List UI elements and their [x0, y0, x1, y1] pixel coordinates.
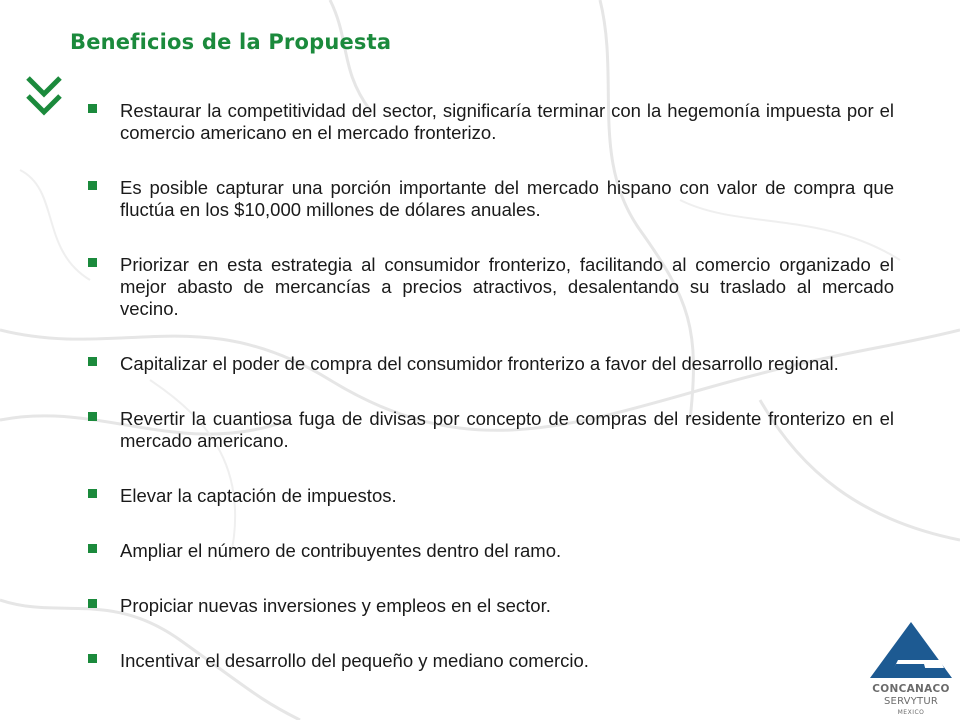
- list-item: [86, 540, 894, 562]
- logo-line-3: MEXICO: [897, 709, 925, 716]
- triangle-logo-icon: [868, 620, 954, 682]
- list-item: [86, 100, 894, 144]
- bullet-text: Revertir la cuantiosa fuga de divisas por concepto de compras del residente fronterizo en el mercado americano.: [120, 408, 894, 451]
- bullet-text: Es posible capturar una porción importante del mercado hispano con valor de compra que fluctúa en los $10,000 millones de dólares anuales.: [120, 177, 894, 220]
- double-chevron-down-icon: [24, 74, 64, 118]
- bullet-text: Propiciar nuevas inversiones y empleos en el sector.: [120, 595, 551, 616]
- bullet-text: Elevar la captación de impuestos.: [120, 485, 397, 506]
- concanaco-logo: [868, 620, 954, 718]
- list-item: [86, 595, 894, 617]
- bullet-text: Incentivar el desarrollo del pequeño y mediano comercio.: [120, 650, 589, 671]
- list-item: [86, 408, 894, 452]
- square-bullet-icon: [88, 599, 97, 608]
- list-item: [86, 650, 894, 672]
- square-bullet-icon: [88, 489, 97, 498]
- list-item: [86, 254, 894, 320]
- bullet-text: Capitalizar el poder de compra del consumidor fronterizo a favor del desarrollo regional.: [120, 353, 839, 374]
- list-item: [86, 485, 894, 507]
- square-bullet-icon: [88, 654, 97, 663]
- square-bullet-icon: [88, 181, 97, 190]
- slide-title: Beneficios de la Propuesta: [70, 30, 392, 54]
- square-bullet-icon: [88, 258, 97, 267]
- bullet-text: Ampliar el número de contribuyentes dentro del ramo.: [120, 540, 562, 561]
- bullet-text: Priorizar en esta estrategia al consumidor fronterizo, facilitando al comercio organizado el mejor abasto de mercancías a precios atractivos, desalentando su traslado al mercado vecino.: [120, 254, 894, 319]
- logo-line-2: SERVYTUR: [884, 696, 938, 707]
- square-bullet-icon: [88, 544, 97, 553]
- benefits-list: [86, 100, 894, 705]
- square-bullet-icon: [88, 412, 97, 421]
- list-item: [86, 353, 894, 375]
- list-item: [86, 177, 894, 221]
- bullet-text: Restaurar la competitividad del sector, significaría terminar con la hegemonía impuesta por el comercio americano en el mercado fronterizo.: [120, 100, 894, 143]
- square-bullet-icon: [88, 357, 97, 366]
- logo-line-1: CONCANACO: [872, 683, 950, 695]
- square-bullet-icon: [88, 104, 97, 113]
